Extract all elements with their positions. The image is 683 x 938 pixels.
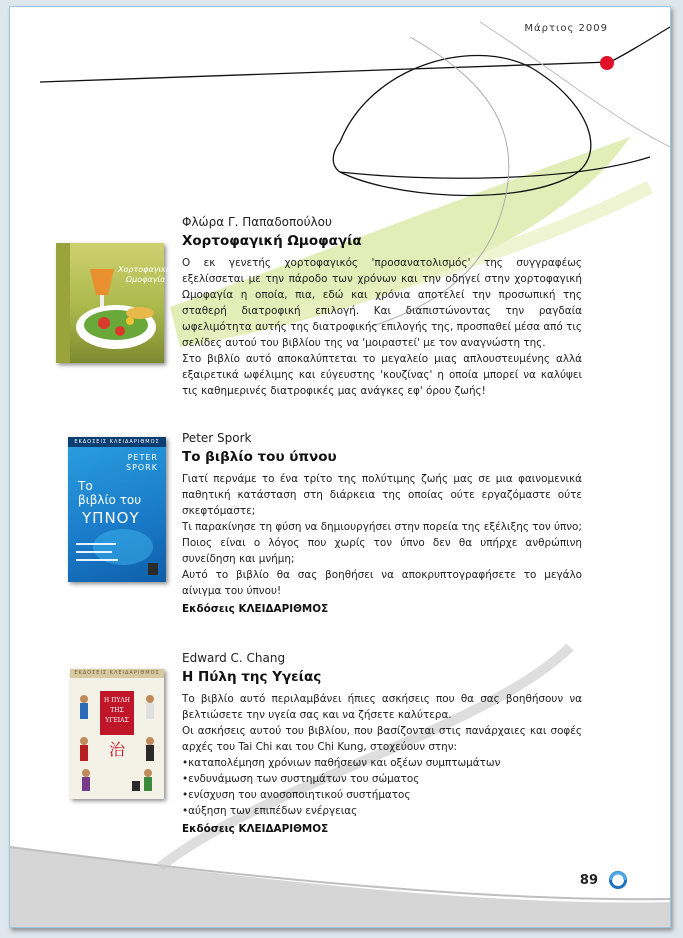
book-publisher: Εκδόσεις ΚΛΕΙΔΑΡΙΘΜΟΣ — [182, 823, 329, 835]
issue-date: Μάρτιος 2009 — [524, 23, 608, 34]
book-description: Ο εκ γενετής χορτοφαγικός 'προσανατολισμός' της συγγραφέως εξελίσσεται με την πάροδο των χρόνων και την οδηγεί στην χορτοφαγική Ωμοφαγία η οποία, πια, εδώ και χρόνια αποτελεί την προσωπική της σταθερή διατροφική επιλογή. Και διαπιστώνοντας την ραγδαία ωφελιμότητα αυτής της διατροφικής επιλογής της, προσπαθεί μέσα από τις σελίδες αυτού του βιβλίου της να 'μοιραστεί' με τον αναγνώστη της. — [182, 257, 582, 349]
magazine-page — [9, 6, 671, 928]
book-title: Η Πύλη της Υγείας — [182, 669, 322, 685]
book-description: Το βιβλίο αυτό περιλαμβάνει ήπιες ασκήσεις που θα σας βοηθήσουν να βελτιώσετε την υγεία σας και να ζήσετε καλύτερα. — [182, 693, 582, 721]
book-cover-gate-of-health — [70, 669, 164, 799]
book-description: Αυτό το βιβλίο θα σας βοηθήσει να αποκρυπτογραφήσετε το μεγάλο αίνιγμα του ύπνου! — [182, 569, 582, 597]
cover-title-line3: ΥΓΕΙΑΣ — [105, 717, 129, 724]
cover-author-line2: SPORK — [125, 463, 158, 472]
cover-title-line1: Η ΠΥΛΗ — [104, 697, 130, 704]
book-entry-sleep — [182, 431, 582, 615]
cover-title-line2: Ωμοφαγία — [126, 275, 166, 284]
book-description: Στο βιβλίο αυτό αποκαλύπτεται το μεγαλείο μιας απλουστευμένης αλλά εξαιρετικά ωφέλιμης και εύγευστης 'κουζίνας' η οποία μπορεί να καλύψει τις καθημερινές διατροφικές μας ανάγκες εφ' όρου ζωής! — [182, 353, 582, 397]
cover-publisher: ΕΚΔΟΣΕΙΣ ΚΛΕΙΔΑΡΙΘΜΟΣ — [70, 669, 164, 678]
book-author: Edward C. Chang — [182, 651, 286, 665]
cover-title-line3: ΥΠΝΟΥ — [82, 509, 140, 527]
cover-title-line1: Χορτοφαγική — [118, 265, 171, 274]
book-cover-raw-vegetarian — [56, 243, 171, 363]
book-cover-sleep — [68, 437, 166, 582]
cover-food-illustration — [56, 243, 164, 363]
page-number: 89 — [579, 873, 598, 888]
book-description: Οι ασκήσεις αυτού του βιβλίου, που βασίζονται στις πανάρχαιες και σοφές αρχές του Tai Chi και του Chi Kung, στοχεύουν στην: — [182, 725, 582, 753]
book-title: Χορτοφαγική Ωμοφαγία — [182, 233, 362, 249]
book-description: Γιατί περνάμε το ένα τρίτο της πολύτιμης ζωής μας σε μια φαινομενικά παθητική κατάσταση στη διάρκεια της οποίας ούτε εργαζόμαστε ούτε σκεφτόμαστε; — [182, 473, 582, 517]
book-title: Το βιβλίο του ύπνου — [182, 449, 337, 465]
book-description: Ποιος είναι ο λόγος που χωρίς τον ύπνο δεν θα υπήρχε ανθρώπινη συνείδηση και μνήμη; — [182, 537, 582, 565]
book-author: Φλώρα Γ. Παπαδοπούλου — [182, 215, 332, 229]
book-entry-raw-vegetarian — [182, 215, 582, 399]
bullet-item: •καταπολέμηση χρόνιων παθήσεων και οξέων συμπτωμάτων — [182, 757, 501, 769]
book-description: Τι παρακίνησε τη φύση να δημιουργήσει στην πορεία της εξέλιξης τον ύπνο; — [182, 521, 582, 533]
book-author: Peter Spork — [182, 431, 252, 445]
book-publisher: Εκδόσεις ΚΛΕΙΔΑΡΙΘΜΟΣ — [182, 603, 329, 615]
bullet-item: •ενδυνάμωση των συστημάτων του σώματος — [182, 773, 420, 785]
svg-text:治: 治 — [108, 740, 126, 759]
book-entry-gate-of-health — [182, 651, 582, 835]
magazine-logo-icon — [608, 870, 628, 890]
cover-publisher: ΕΚΔΟΣΕΙΣ ΚΛΕΙΔΑΡΙΘΜΟΣ — [68, 437, 166, 447]
bullet-item: •ενίσχυση του ανοσοποιητικού συστήματος — [182, 789, 411, 801]
cover-taichi-illustration — [70, 669, 164, 799]
cover-author-line1: PETER — [127, 453, 158, 462]
bullet-item: •αύξηση των επιπέδων ενέργειας — [182, 805, 358, 817]
cover-title-line1: Το — [78, 479, 93, 493]
cover-sleep-illustration — [68, 437, 166, 582]
cover-title-line2: βιβλίο του — [78, 493, 142, 507]
cover-title-line2: ΤΗΣ — [110, 707, 124, 714]
